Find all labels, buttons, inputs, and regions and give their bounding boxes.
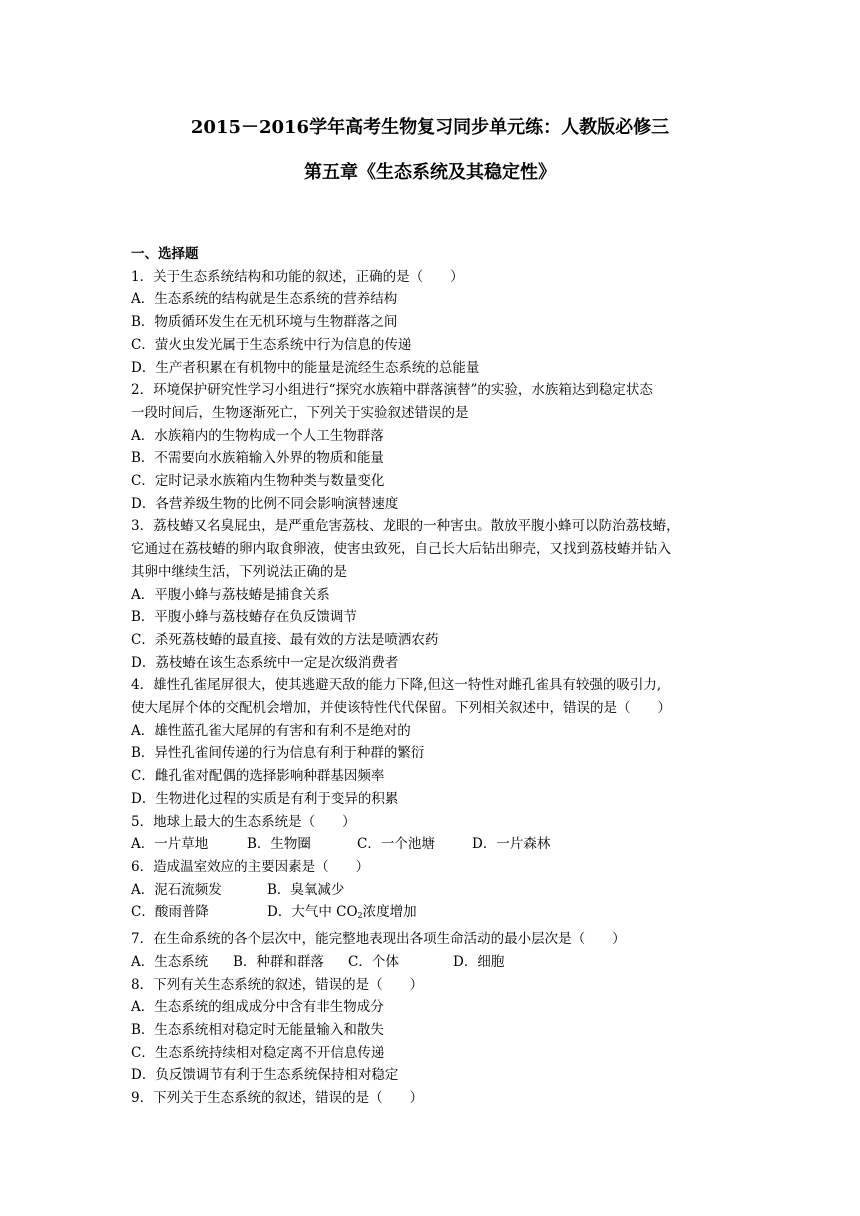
question-7-option-c: C．个体: [348, 953, 399, 970]
question-4-option-b: B．异性孔雀间传递的行为信息有利于种群的繁衍: [131, 745, 425, 762]
question-9-stem: 9．下列关于生态系统的叙述，错误的是（ ）: [131, 1090, 424, 1107]
question-8-option-c: C．生态系统持续相对稳定离不开信息传递: [131, 1044, 385, 1061]
question-2-option-c: C．定时记录水族箱内生物种类与数量变化: [131, 473, 385, 490]
question-2-option-b: B．不需要向水族箱输入外界的物质和能量: [131, 450, 384, 467]
question-2-stem-line2: 一段时间后，生物逐渐死亡，下列关于实验叙述错误的是: [131, 404, 469, 421]
question-1-stem: 1．关于生态系统结构和功能的叙述，正确的是（ ）: [131, 268, 464, 285]
question-2-stem-line1: 2．环境保护研究性学习小组进行“探究水族箱中群落演替”的实验，水族箱达到稳定状态: [131, 382, 653, 399]
question-3-option-a: A．平腹小蜂与荔枝蝽是捕食关系: [131, 586, 330, 603]
question-4-option-c: C．雌孔雀对配偶的选择影响种群基因频率: [131, 768, 385, 785]
question-6-options-row1: [131, 879, 731, 902]
co2-subscript: 2: [357, 911, 363, 921]
section-heading: 一、选择题: [131, 246, 199, 262]
question-4-option-a: A．雄性蓝孔雀大尾屏的有害和有利不是绝对的: [131, 722, 411, 739]
question-1-option-a: A．生态系统的结构就是生态系统的营养结构: [131, 291, 398, 308]
question-3-option-d: D．荔枝蝽在该生态系统中一定是次级消费者: [131, 654, 399, 671]
question-3-option-b: B．平腹小蜂与荔枝蝽存在负反馈调节: [131, 609, 357, 626]
question-6-option-c: C．酸雨普降: [131, 904, 209, 921]
question-1-option-c: C．萤火虫发光属于生态系统中行为信息的传递: [131, 336, 412, 353]
question-8-option-b: B．生态系统相对稳定时无能量输入和散失: [131, 1021, 384, 1038]
question-5-stem: 5．地球上最大的生态系统是（ ）: [131, 813, 356, 830]
question-7-options: [131, 951, 731, 974]
question-8-stem: 8．下列有关生态系统的叙述，错误的是（ ）: [131, 976, 424, 993]
question-6-stem: 6．造成温室效应的主要因素是（ ）: [131, 858, 370, 875]
question-5-options: [131, 833, 731, 856]
question-4-stem-line2: 使大尾屏个体的交配机会增加，并使该特性代代保留。下列相关叙述中，错误的是（ ）: [131, 700, 671, 717]
question-2-option-d: D．各营养级生物的比例不同会影响演替速度: [131, 495, 399, 512]
question-1-option-d: D．生产者积累在有机物中的能量是流经生态系统的总能量: [131, 359, 480, 376]
question-6-option-a: A．泥石流频发: [131, 881, 222, 898]
question-6-option-d: [267, 901, 417, 928]
document-body: [131, 243, 731, 1110]
question-7-option-b: B．种群和群落: [233, 953, 324, 970]
question-3-option-c: C．杀死荔枝蝽的最直接、最有效的方法是喷洒农药: [131, 631, 439, 648]
question-8-option-a: A．生态系统的组成成分中含有非生物成分: [131, 999, 384, 1016]
document-title-line2: 第五章《生态系统及其稳定性》: [304, 162, 556, 183]
question-7-option-d: D．细胞: [453, 953, 505, 970]
question-5-option-b: B．生物圈: [247, 836, 311, 853]
question-6-option-d-suffix: 浓度增加: [362, 904, 417, 921]
question-6-option-d-prefix: D．大气中 CO: [267, 904, 358, 921]
question-5-option-a: A．一片草地: [131, 836, 209, 853]
question-1-option-b: B．物质循环发生在无机环境与生物群落之间: [131, 314, 398, 331]
document-title-line1: 2015－2016学年高考生物复习同步单元练：人教版必修三: [190, 117, 670, 138]
question-7-stem: 7．在生命系统的各个层次中，能完整地表现出各项生命活动的最小层次是（ ）: [131, 931, 626, 948]
question-3-stem-line1: 3．荔枝蝽又名臭屁虫，是严重危害荔枝、龙眼的一种害虫。散放平腹小蜂可以防治荔枝蝽，: [131, 518, 680, 535]
question-3-stem-line3: 其卵中继续生活，下列说法正确的是: [131, 563, 347, 580]
question-5-option-c: C．一个池塘: [357, 836, 435, 853]
question-7-option-a: A．生态系统: [131, 953, 209, 970]
question-3-stem-line2: 它通过在荔枝蝽的卵内取食卵液，使害虫致死，自己长大后钻出卵壳，又找到荔枝蝽并钻入: [131, 541, 671, 558]
question-6-option-b: B．臭氧减少: [267, 881, 345, 898]
question-8-option-d: D．负反馈调节有利于生态系统保持相对稳定: [131, 1067, 399, 1084]
question-5-option-d: D．一片森林: [472, 836, 551, 853]
question-4-option-d: D．生物进化过程的实质是有利于变异的积累: [131, 790, 399, 807]
question-4-stem-line1: 4．雄性孔雀尾屏很大，使其逃避天敌的能力下降,但这一特性对雌孔雀具有较强的吸引力,: [131, 677, 662, 694]
question-2-option-a: A．水族箱内的生物构成一个人工生物群落: [131, 427, 384, 444]
question-6-options-row2: [131, 901, 731, 928]
